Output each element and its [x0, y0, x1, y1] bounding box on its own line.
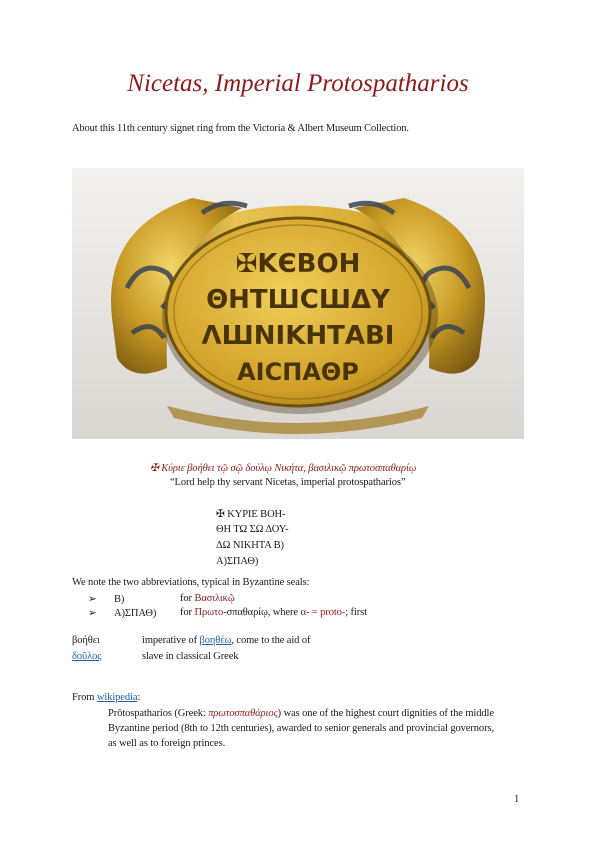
wiki-paragraph-line-3: as well as to foreign princes. — [108, 738, 226, 749]
wiki-paragraph-line-2: Byzantine period (8th to 12th centuries), awarded to senior generals and provincial governors, — [108, 723, 494, 734]
wiki-paragraph-line-1: Prōtospatharios (Greek: πρωτοσπαθάριος) was one of the highest court dignities of the middle — [108, 708, 494, 719]
glossary-definition: imperative of βοηθέω, come to the aid of — [142, 635, 311, 646]
boetheo-link[interactable]: βοηθέω — [199, 635, 232, 646]
page-title: Nicetas, Imperial Protospatharios — [127, 70, 469, 97]
translation: “Lord help thy servant Nicetas, imperial protospatharios” — [170, 477, 406, 488]
abbreviations-heading: We note the two abbreviations, typical in Byzantine seals: — [72, 577, 310, 588]
caps-line-1: ✠ ΚΥΡΙΕ ΒΟΗ- — [216, 509, 286, 520]
intro-text: About this 11th century signet ring from the Victoria & Albert Museum Collection. — [72, 123, 409, 134]
page-number: 1 — [514, 794, 520, 805]
ring-line-4: ΑΙСΠΑΘΡ — [237, 358, 359, 386]
list-item: ➢ Α)ΣΠΑΘ) — [88, 608, 157, 619]
ring-line-3: ΛШΝΙΚΗΤΑΒΙ — [201, 321, 395, 351]
glossary-term: βοήθει — [72, 635, 100, 646]
doulos-link[interactable]: δοῦλος — [72, 651, 102, 662]
wikipedia-link[interactable]: wikipedia — [96, 692, 138, 703]
ring-line-1: ✠ΚЄΒΟΗ — [235, 249, 361, 279]
ring-photo — [72, 168, 524, 439]
ring-line-2: ΘΗΤШСШΔΥ — [206, 285, 390, 315]
list-item-meaning: for Πρωτο-σπαθαρίῳ, where α- = proto-; first — [180, 607, 367, 618]
caps-line-2: ΘΗ ΤΩ ΣΩ ΔΟΥ- — [216, 524, 289, 535]
arrow-bullet-icon: ➢ — [88, 594, 97, 605]
cross-icon: ✠ — [150, 463, 159, 474]
caps-line-4: Α)ΣΠΑΘ) — [216, 556, 259, 567]
arrow-bullet-icon: ➢ — [88, 608, 97, 619]
list-item: ➢ Β) — [88, 594, 125, 605]
wiki-source: From wikipedia: — [72, 692, 141, 703]
greek-inscription — [150, 462, 416, 474]
signet-ring-image — [72, 168, 524, 439]
greek-inscription-text: Κύριε βοήθει τῷ σῷ δούλῳ Νικήτα, βασιλικῷ πρωτοσπαθαρίῳ — [161, 463, 417, 474]
list-item-meaning: for Βασιλικῷ — [180, 593, 235, 604]
caps-line-3: ΔΩ ΝΙΚΗΤΑ Β) — [216, 540, 284, 551]
glossary-definition: slave in classical Greek — [142, 651, 239, 662]
